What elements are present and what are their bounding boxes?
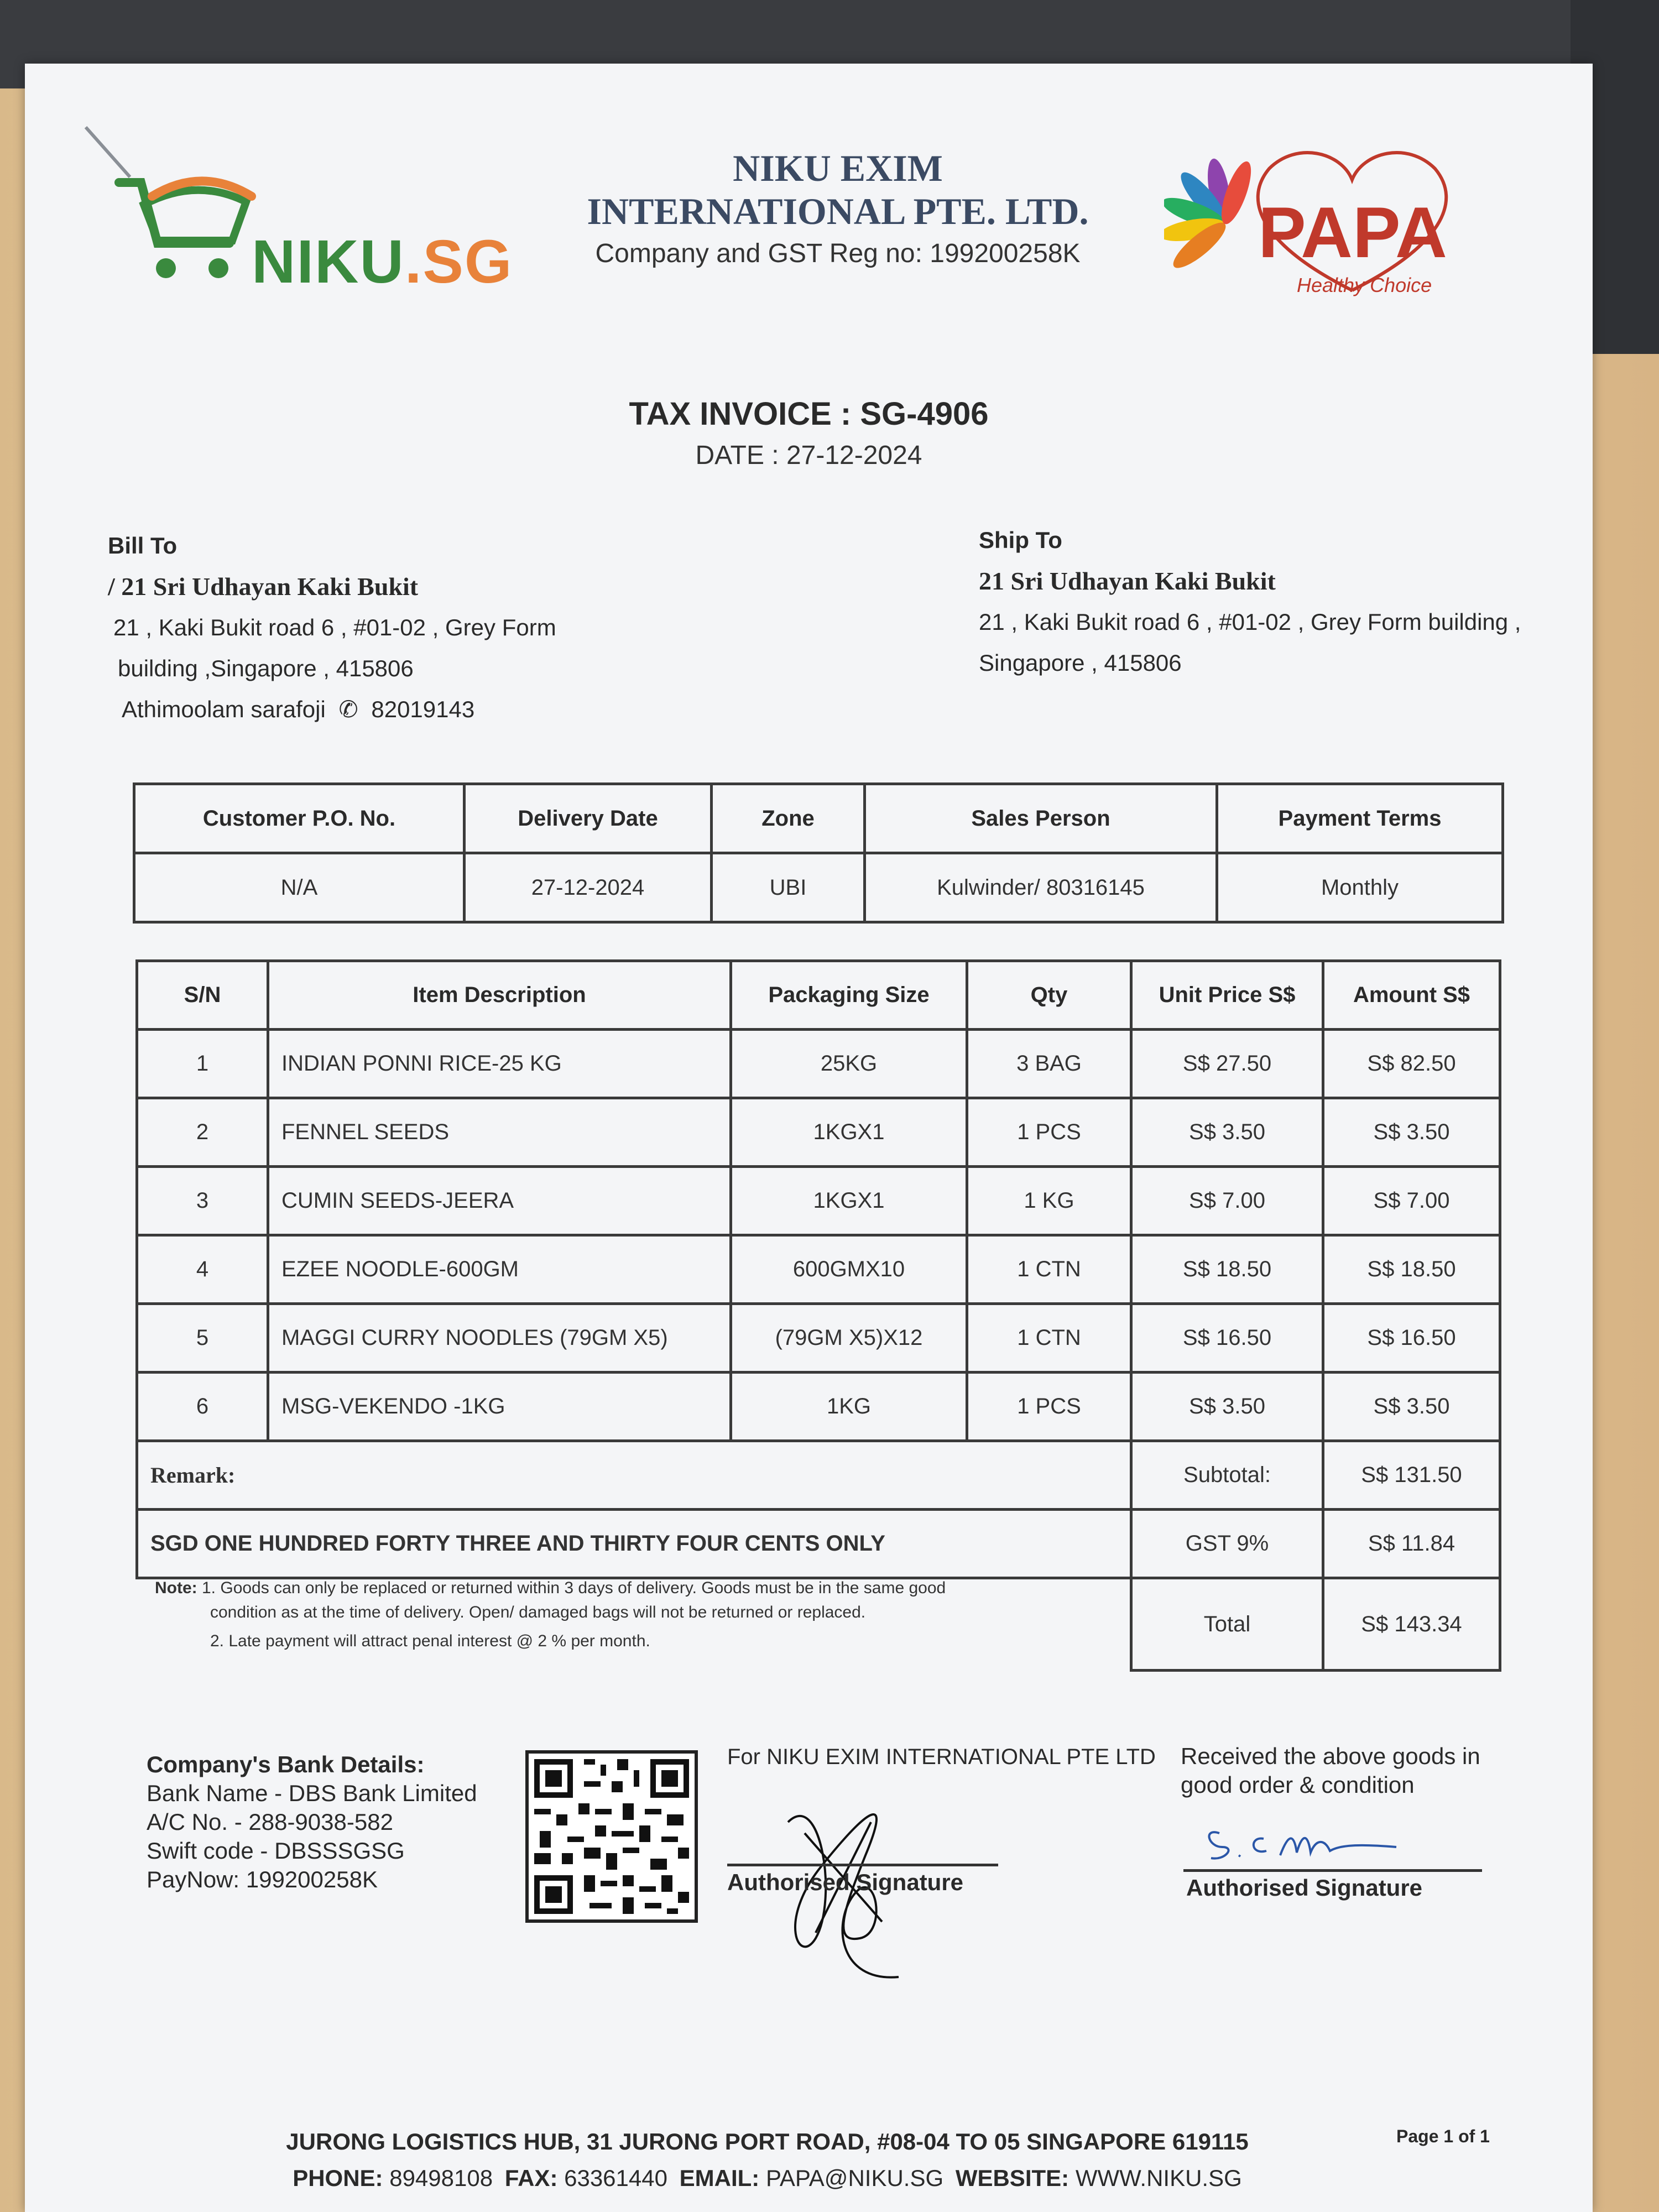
footer-contact (25, 2124, 1593, 2197)
header-packaging: Packaging Size (731, 961, 967, 1030)
phone-icon: ✆ (338, 696, 358, 722)
table-row (137, 1373, 1500, 1441)
item-unit-price: S$ 18.50 (1131, 1235, 1323, 1304)
footer-fax: 63361440 (564, 2165, 667, 2191)
item-packaging: 1KG (731, 1373, 967, 1441)
company-header (534, 147, 1142, 269)
subtotal-label: Subtotal: (1131, 1441, 1323, 1510)
footer-email-label: EMAIL: (679, 2165, 760, 2191)
item-packaging: 1KGX1 (731, 1167, 967, 1235)
value-sales-person: Kulwinder/ 80316145 (865, 853, 1217, 922)
item-qty: 1 PCS (967, 1098, 1131, 1167)
header-sn: S/N (137, 961, 268, 1030)
gst-row (137, 1510, 1500, 1578)
item-packaging: 1KGX1 (731, 1098, 967, 1167)
note-line3: 2. Late payment will attract penal interest @ 2 % per month. (210, 1632, 650, 1650)
header-payment-terms: Payment Terms (1217, 784, 1503, 853)
ship-to-address2: Singapore , 415806 (979, 650, 1182, 676)
item-packaging: (79GM X5)X12 (731, 1304, 967, 1373)
niku-logo (113, 149, 512, 332)
item-unit-price: S$ 16.50 (1131, 1304, 1323, 1373)
item-unit-price: S$ 3.50 (1131, 1098, 1323, 1167)
header-sales-person: Sales Person (865, 784, 1217, 853)
signature-line-customer (1183, 1869, 1482, 1872)
item-unit-price: S$ 7.00 (1131, 1167, 1323, 1235)
item-description: MAGGI CURRY NOODLES (79GM X5) (268, 1304, 731, 1373)
note-line2: condition as at the time of delivery. Open/ damaged bags will not be returned or replaced. (210, 1603, 866, 1621)
ship-to-block (979, 520, 1559, 684)
header-description: Item Description (268, 961, 731, 1030)
order-info-header-row (134, 784, 1503, 853)
bill-to-label: Bill To (108, 533, 178, 559)
header-zone: Zone (712, 784, 865, 853)
item-qty: 1 CTN (967, 1235, 1131, 1304)
paynow-qr-code (525, 1750, 698, 1923)
item-sn: 1 (137, 1030, 268, 1098)
item-amount: S$ 3.50 (1323, 1373, 1500, 1441)
invoice-page (25, 64, 1593, 2212)
papa-logo (1164, 124, 1474, 335)
subtotal-value: S$ 131.50 (1323, 1441, 1500, 1510)
items-table (135, 959, 1501, 1672)
item-description: EZEE NOODLE-600GM (268, 1235, 731, 1304)
shopping-cart-icon (113, 171, 257, 299)
items-header-row (137, 961, 1500, 1030)
bill-to-block (108, 525, 661, 730)
item-unit-price: S$ 3.50 (1131, 1373, 1323, 1441)
ship-to-address1: 21 , Kaki Bukit road 6 , #01-02 , Grey Form building , (979, 609, 1521, 635)
page-number: Page 1 of 1 (1396, 2126, 1490, 2146)
header-delivery-date: Delivery Date (465, 784, 712, 853)
table-row (137, 1167, 1500, 1235)
customer-signature-image (1197, 1817, 1463, 1872)
item-description: CUMIN SEEDS-JEERA (268, 1167, 731, 1235)
footer-address: JURONG LOGISTICS HUB, 31 JURONG PORT ROAD, #08-04 TO 05 SINGAPORE 619115 (286, 2128, 1249, 2154)
item-description: MSG-VEKENDO -1KG (268, 1373, 731, 1441)
item-sn: 2 (137, 1098, 268, 1167)
footer-website: WWW.NIKU.SG (1075, 2165, 1242, 2191)
papa-brand-text: PAPA (1258, 192, 1447, 273)
company-name-line2: INTERNATIONAL PTE. LTD. (587, 190, 1089, 232)
value-delivery-date: 27-12-2024 (465, 853, 712, 922)
niku-brand-text: NIKU.SG (252, 228, 513, 296)
bill-to-contact-row (108, 689, 661, 730)
header-unit-price: Unit Price S$ (1131, 961, 1323, 1030)
table-row (137, 1304, 1500, 1373)
item-amount: S$ 3.50 (1323, 1098, 1500, 1167)
item-sn: 3 (137, 1167, 268, 1235)
footer-phone-label: PHONE: (293, 2165, 383, 2191)
authorised-signature-label-company: Authorised Signature (727, 1869, 964, 1895)
invoice-title-block (25, 395, 1593, 471)
item-qty: 1 PCS (967, 1373, 1131, 1441)
header-amount: Amount S$ (1323, 961, 1500, 1030)
footer-website-label: WEBSITE: (955, 2165, 1070, 2191)
received-line1: Received the above goods in (1181, 1743, 1480, 1769)
bank-heading: Company's Bank Details: (147, 1751, 425, 1777)
item-amount: S$ 18.50 (1323, 1235, 1500, 1304)
signature-line-company (727, 1864, 998, 1866)
staple-icon (80, 122, 147, 188)
authorised-signature-label-customer: Authorised Signature (1186, 1875, 1423, 1901)
remark-label: Remark: (137, 1441, 1131, 1510)
item-qty: 1 KG (967, 1167, 1131, 1235)
item-unit-price: S$ 27.50 (1131, 1030, 1323, 1098)
note-label: Note: (155, 1579, 197, 1597)
invoice-title: TAX INVOICE : SG-4906 (629, 396, 989, 432)
item-description: FENNEL SEEDS (268, 1098, 731, 1167)
bank-details (147, 1750, 534, 1894)
footer-contact-row (0, 2160, 1593, 2197)
item-qty: 3 BAG (967, 1030, 1131, 1098)
value-zone: UBI (712, 853, 865, 922)
table-row (137, 1098, 1500, 1167)
item-description: INDIAN PONNI RICE-25 KG (268, 1030, 731, 1098)
gst-value: S$ 11.84 (1323, 1510, 1500, 1578)
total-label: Total (1131, 1578, 1323, 1671)
for-company-label: For NIKU EXIM INTERNATIONAL PTE LTD (727, 1745, 1156, 1769)
order-info-value-row (134, 853, 1503, 922)
bill-to-name: / 21 Sri Udhayan Kaki Bukit (108, 572, 419, 601)
notes-block (155, 1576, 1123, 1653)
item-qty: 1 CTN (967, 1304, 1131, 1373)
bank-account: A/C No. - 288-9038-582 (147, 1809, 393, 1835)
company-name-line1: NIKU EXIM (733, 147, 943, 189)
received-note (1181, 1742, 1535, 1799)
table-row (137, 1235, 1500, 1304)
item-packaging: 600GMX10 (731, 1235, 967, 1304)
bill-to-address1: 21 , Kaki Bukit road 6 , #01-02 , Grey Form (113, 614, 556, 640)
bill-to-contact: Athimoolam sarafoji (122, 696, 326, 722)
received-line2: good order & condition (1181, 1772, 1415, 1798)
item-amount: S$ 7.00 (1323, 1167, 1500, 1235)
order-info-table (133, 782, 1504, 924)
gst-label: GST 9% (1131, 1510, 1323, 1578)
item-amount: S$ 16.50 (1323, 1304, 1500, 1373)
total-value: S$ 143.34 (1323, 1578, 1500, 1671)
item-sn: 6 (137, 1373, 268, 1441)
item-packaging: 25KG (731, 1030, 967, 1098)
qr-code-icon (529, 1754, 695, 1919)
subtotal-row (137, 1441, 1500, 1510)
ship-to-label: Ship To (979, 527, 1062, 553)
item-amount: S$ 82.50 (1323, 1030, 1500, 1098)
item-sn: 5 (137, 1304, 268, 1373)
ship-to-name: 21 Sri Udhayan Kaki Bukit (979, 567, 1276, 595)
invoice-date: DATE : 27-12-2024 (695, 441, 922, 470)
note-line1-row (155, 1576, 1123, 1600)
papa-tagline: Healthy Choice (1297, 274, 1432, 296)
value-po: N/A (134, 853, 465, 922)
item-sn: 4 (137, 1235, 268, 1304)
header-qty: Qty (967, 961, 1131, 1030)
header-po: Customer P.O. No. (134, 784, 465, 853)
bank-swift: Swift code - DBSSSGSG (147, 1838, 405, 1864)
bill-to-phone: 82019143 (371, 696, 475, 722)
footer-phone: 89498108 (389, 2165, 493, 2191)
bill-to-address2: building ,Singapore , 415806 (118, 655, 414, 681)
company-reg: Company and GST Reg no: 199200258K (595, 239, 1081, 268)
note-line1: 1. Goods can only be replaced or returned within 3 days of delivery. Goods must be in the same good (202, 1579, 946, 1597)
bank-name: Bank Name - DBS Bank Limited (147, 1780, 477, 1806)
footer-email: PAPA@NIKU.SG (765, 2165, 944, 2191)
table-row (137, 1030, 1500, 1098)
value-payment-terms: Monthly (1217, 853, 1503, 922)
amount-in-words: SGD ONE HUNDRED FORTY THREE AND THIRTY FOUR CENTS ONLY (137, 1510, 1131, 1578)
footer-fax-label: FAX: (504, 2165, 558, 2191)
bank-paynow: PayNow: 199200258K (147, 1866, 378, 1892)
